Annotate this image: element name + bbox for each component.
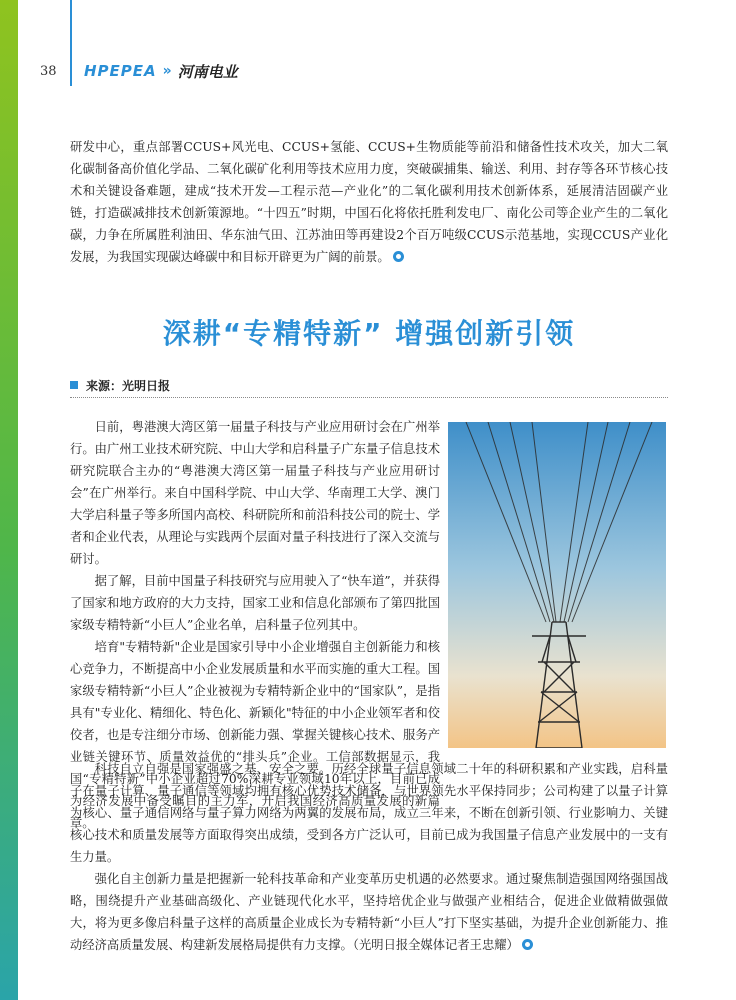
- article-full-text: [70, 758, 668, 956]
- end-mark-icon: [393, 251, 404, 262]
- source-square-icon: [70, 381, 78, 389]
- paragraph: 科技自立自强是国家强盛之基、安全之要。历经全球量子信息领域二十年的科研积累和产业实践，启科量子在量子计算、量子通信等领域均拥有核心优势技术储备，与世界领先水平保持同步；公司构建了以量子计算为核心、量子通信网络与量子算力网络为两翼的发展布局，成立三年来，不断在创新引领、行业影响力、关键核心技术和质量发展等方面取得突出成绩，受到各方广泛认可，目前已成为我国量子信息产业发展中的一支有生力量。: [70, 762, 668, 864]
- brand-logo-text: HPEPEA: [84, 62, 157, 80]
- continued-paragraph-text: 研发中心，重点部署CCUS+风光电、CCUS+氢能、CCUS+生物质能等前沿和储备性技术攻关，加大二氧化碳制备高价值化学品、二氧化碳矿化利用等技术应用力度，突破碳捕集、输送、利用、封存等各环节核心技术和关键设备难题，建成“技术开发—工程示范—产业化”的二氧化碳利用技术创新体系，延展清洁固碳产业链，打造碳减排技术创新策源地。“十四五”时期，中国石化将依托胜利发电厂、南化公司等企业产生的二氧化碳，力争在所属胜利油田、华东油气田、江苏油田等再建设2个百万吨级CCUS示范基地，实现CCUS产业化发展，为我国实现碳达峰碳中和目标开辟更为广阔的前景。: [70, 140, 668, 264]
- end-mark-icon: [522, 939, 533, 950]
- source-divider: [70, 397, 668, 398]
- page-number: 38: [40, 64, 57, 79]
- paragraph-text: 强化自主创新力量是把握新一轮科技革命和产业变革历史机遇的必然要求。通过聚焦制造强国网络强国战略，围绕提升产业基础高级化、产业链现代化水平，坚持培优企业与做强产业相结合，促进企业做精做强做大，将为更多像启科量子这样的高质量企业成长为专精特新“小巨人”打下坚实基础，为提升企业创新能力、推动经济高质量发展、构建新发展格局提供有力支撑。（光明日报全媒体记者王忠耀）: [70, 872, 668, 952]
- source-label: 来源：光明日报: [86, 378, 171, 393]
- paragraph: 培育"专精特新"企业是国家引导中小企业增强自主创新能力和核心竞争力，不断提高中小企业发展质量和水平而实施的重大工程。国家级专精特新“小巨人”企业被视为专精特新企业中的“国家队”，是指具有"专业化、精细化、特色化、新颖化"特征的中小企业领军者和佼佼者，也是专注细分市场、创新能力强、掌握关键核心技术、服务产业链关键环节、质量效益优的“排头兵”企业。工信部数据显示，我国“专精特新”中小企业超过70%深耕专业领域10年以上，目前已成为经济发展中备受瞩目的主力军，开启我国经济高质量发展的新篇章。: [70, 640, 440, 830]
- paragraph: 日前，粤港澳大湾区第一届量子科技与产业应用研讨会在广州举行。由广州工业技术研究院、中山大学和启科量子广东量子信息技术研究院联合主办的“粤港澳大湾区第一届量子科技与产业应用研讨会”在广州举行。来自中国科学院、中山大学、华南理工大学、澳门大学启科量子等多所国内高校、科研院所和前沿科技公司的院士、学者和企业代表，从理论与实践两个层面对量子科技进行了深入交流与研讨。: [70, 420, 440, 566]
- article-source: [70, 376, 668, 394]
- magazine-brand: [84, 61, 238, 81]
- paragraph: 据了解，目前中国量子科技研究与应用驶入了“快车道”，并获得了国家和地方政府的大力支持，国家工业和信息化部颁布了第四批国家级专精特新“小巨人”企业名单，启科量子位列其中。: [70, 574, 440, 632]
- article-title: 深耕“专精特新” 增强创新引领: [162, 317, 576, 350]
- header-divider: [70, 0, 72, 86]
- brand-separator: »: [162, 63, 172, 79]
- paragraph: [70, 868, 668, 956]
- brand-name: 河南电业: [177, 62, 238, 81]
- power-tower-photo: [448, 422, 666, 748]
- side-accent-bar: [0, 0, 18, 1000]
- continued-paragraph: [70, 136, 668, 268]
